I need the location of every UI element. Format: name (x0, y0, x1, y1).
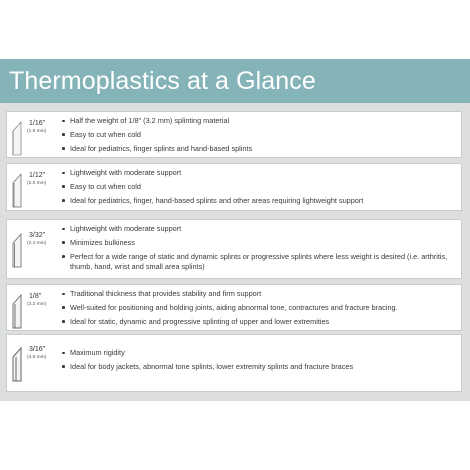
sheet-thickness-icon (11, 290, 51, 330)
thickness-inches: 3/32" (29, 232, 46, 239)
feature-item: Lightweight with moderate support (62, 224, 458, 234)
feature-item: Ideal for static, dynamic and progressive splinting of upper and lower extremities (62, 317, 458, 327)
feature-item: Ideal for body jackets, abnormal tone splints, lower extremity splints and fracture braces (62, 362, 458, 372)
feature-item: Traditional thickness that provides stability and firm support (62, 289, 458, 299)
thickness-row-1-8 (6, 284, 462, 331)
thermoplastics-card (0, 59, 470, 401)
sheet-thickness-icon (11, 117, 51, 157)
feature-item: Ideal for pediatrics, finger splints and hand-based splints (62, 144, 458, 154)
thickness-mm: (3.2 mm) (27, 302, 47, 307)
feature-item: Ideal for pediatrics, finger, hand-based splints and other areas requiring lightweight support (62, 196, 458, 206)
title-banner (0, 59, 470, 103)
feature-item: Well-suited for positioning and holding joints, aiding abnormal tone, contractures and fracture bracing. (62, 303, 458, 313)
sheet-thickness-icon (11, 343, 51, 383)
thickness-inches: 1/12" (29, 172, 46, 179)
thickness-mm: (4.8 mm) (27, 355, 47, 360)
feature-item: Perfect for a wide range of static and dynamic splints or progressive splints where less weight is desired (i.e. arthritis, thumb, hand, wrist and small area splints) (62, 252, 458, 273)
thickness-row-1-12 (6, 163, 462, 211)
thickness-row-3-16 (6, 334, 462, 392)
thickness-mm: (1.6 mm) (27, 129, 47, 134)
thickness-row-3-32 (6, 219, 462, 279)
feature-item: Minimizes bulkiness (62, 238, 458, 248)
feature-list (62, 348, 458, 376)
thickness-inches: 1/16" (29, 120, 46, 127)
thickness-mm: (2.4 mm) (27, 241, 47, 246)
feature-item: Lightweight with moderate support (62, 168, 458, 178)
feature-list (62, 224, 458, 277)
feature-list (62, 289, 458, 331)
feature-list (62, 168, 458, 210)
feature-list (62, 116, 458, 158)
thickness-mm: (2.0 mm) (27, 181, 47, 186)
sheet-thickness-icon (11, 229, 51, 269)
feature-item: Easy to cut when cold (62, 182, 458, 192)
page-title: Thermoplastics at a Glance (9, 67, 316, 95)
thickness-inches: 3/16" (29, 346, 46, 353)
thickness-inches: 1/8" (29, 293, 42, 300)
feature-item: Half the weight of 1/8" (3.2 mm) splinting material (62, 116, 458, 126)
thickness-row-1-16 (6, 111, 462, 158)
sheet-thickness-icon (11, 169, 51, 209)
feature-item: Easy to cut when cold (62, 130, 458, 140)
feature-item: Maximum rigidity (62, 348, 458, 358)
